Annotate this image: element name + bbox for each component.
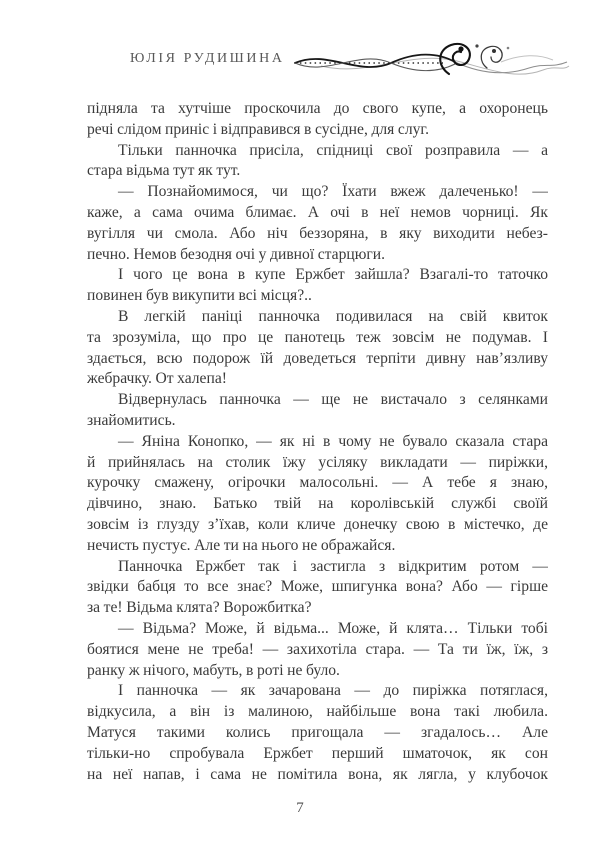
page-header	[0, 40, 600, 88]
text-line: тільки-но спробувала Ержбет перший шматочок, як сон	[87, 744, 548, 762]
flourish-ornament	[291, 40, 573, 86]
running-head-author: ЮЛІЯ РУДИШИНА	[130, 51, 285, 66]
text-line: повинен був викупити всі місця?..	[87, 287, 312, 305]
text-line: стара відьма тут як тут.	[87, 162, 241, 180]
text-line: ранку ж нічого, мабуть, в роті не було.	[87, 661, 340, 679]
text-line: — Познайомимося, чи що? Їхати вжеж далеченько! —	[118, 183, 548, 201]
text-line: В легкій паніці панночка подивилася на свій квиток	[118, 307, 548, 325]
text-line: Відвернулась панночка — ще не вистачало з селянками	[118, 391, 548, 409]
text-line: й прийнялась на столик їжу усіляку викладати — пиріжки,	[87, 453, 548, 471]
text-line: вугілля чи смола. Або ніч беззоряна, в яку виходити небез-	[87, 224, 548, 242]
text-line: Тільки панночка присіла, спідниці свої розправила — а	[118, 141, 548, 159]
text-line: за те! Відьма клята? Ворожбитка?	[87, 599, 312, 617]
text-line: зовсім із глузду з’їхав, коли кличе донечку свою в містечко, де	[87, 515, 548, 533]
text-line: звідки бабця то все знає? Може, шпигунка вона? Або — гірше	[87, 578, 548, 596]
text-line: курочку смажену, огірочки малосольні. — А тебе я знаю,	[87, 474, 548, 492]
text-line: Матуся такими колись пригощала — згадалось… Але	[87, 723, 548, 741]
text-line: здається, всю подорож їй доведеться терпіти дивну нав’язливу	[87, 349, 548, 367]
text-line: та зрозуміла, що про це панотець теж зовсім не подумав. І	[87, 328, 548, 346]
text-line: — Відьма? Може, й відьма... Може, й клята… Тільки тобі	[118, 619, 548, 637]
text-line: — Яніна Конопко, — як ні в чому не бувало сказала стара	[118, 432, 548, 450]
text-line: жебрачку. От халепа!	[87, 370, 227, 388]
text-line: І чого це вона в купе Ержбет зайшла? Взагалі-то таточко	[118, 266, 548, 284]
text-line: на неї напав, і сама не помітила вона, як лягла, у клубочок	[87, 765, 548, 783]
text-line: підняла та хутчіше проскочила до свого купе, а охоронець	[87, 100, 548, 117]
text-line: Панночка Ержбет так і застигла з відкритим ротом —	[118, 557, 548, 575]
text-line: каже, а сама очима блимає. А очі в неї немов чорниці. Як	[87, 203, 548, 221]
text-line: боятися мене не треба! — захихотіла стара. — Та ти їж, їж, з	[87, 640, 548, 658]
text-line: печно. Немов безодня очі у дивної старцюги.	[87, 245, 386, 263]
text-line: дівчино, знаю. Батько твій на королівській службі своїй	[87, 495, 548, 513]
text-line: І панночка — як зачарована — до пиріжка потяглася,	[118, 682, 548, 700]
page-text	[87, 99, 548, 785]
page-number: 7	[296, 800, 304, 816]
text-line: відкусила, а він із малиною, найбільше вона такі любила.	[87, 703, 548, 721]
text-line: знайомитись.	[87, 411, 176, 429]
text-line: речі слідом приніс і відправився в сусідне, для слуг.	[87, 120, 429, 138]
page-footer	[0, 800, 600, 817]
text-line: нечисть пустує. Але ти на нього не ображайся.	[87, 536, 396, 554]
